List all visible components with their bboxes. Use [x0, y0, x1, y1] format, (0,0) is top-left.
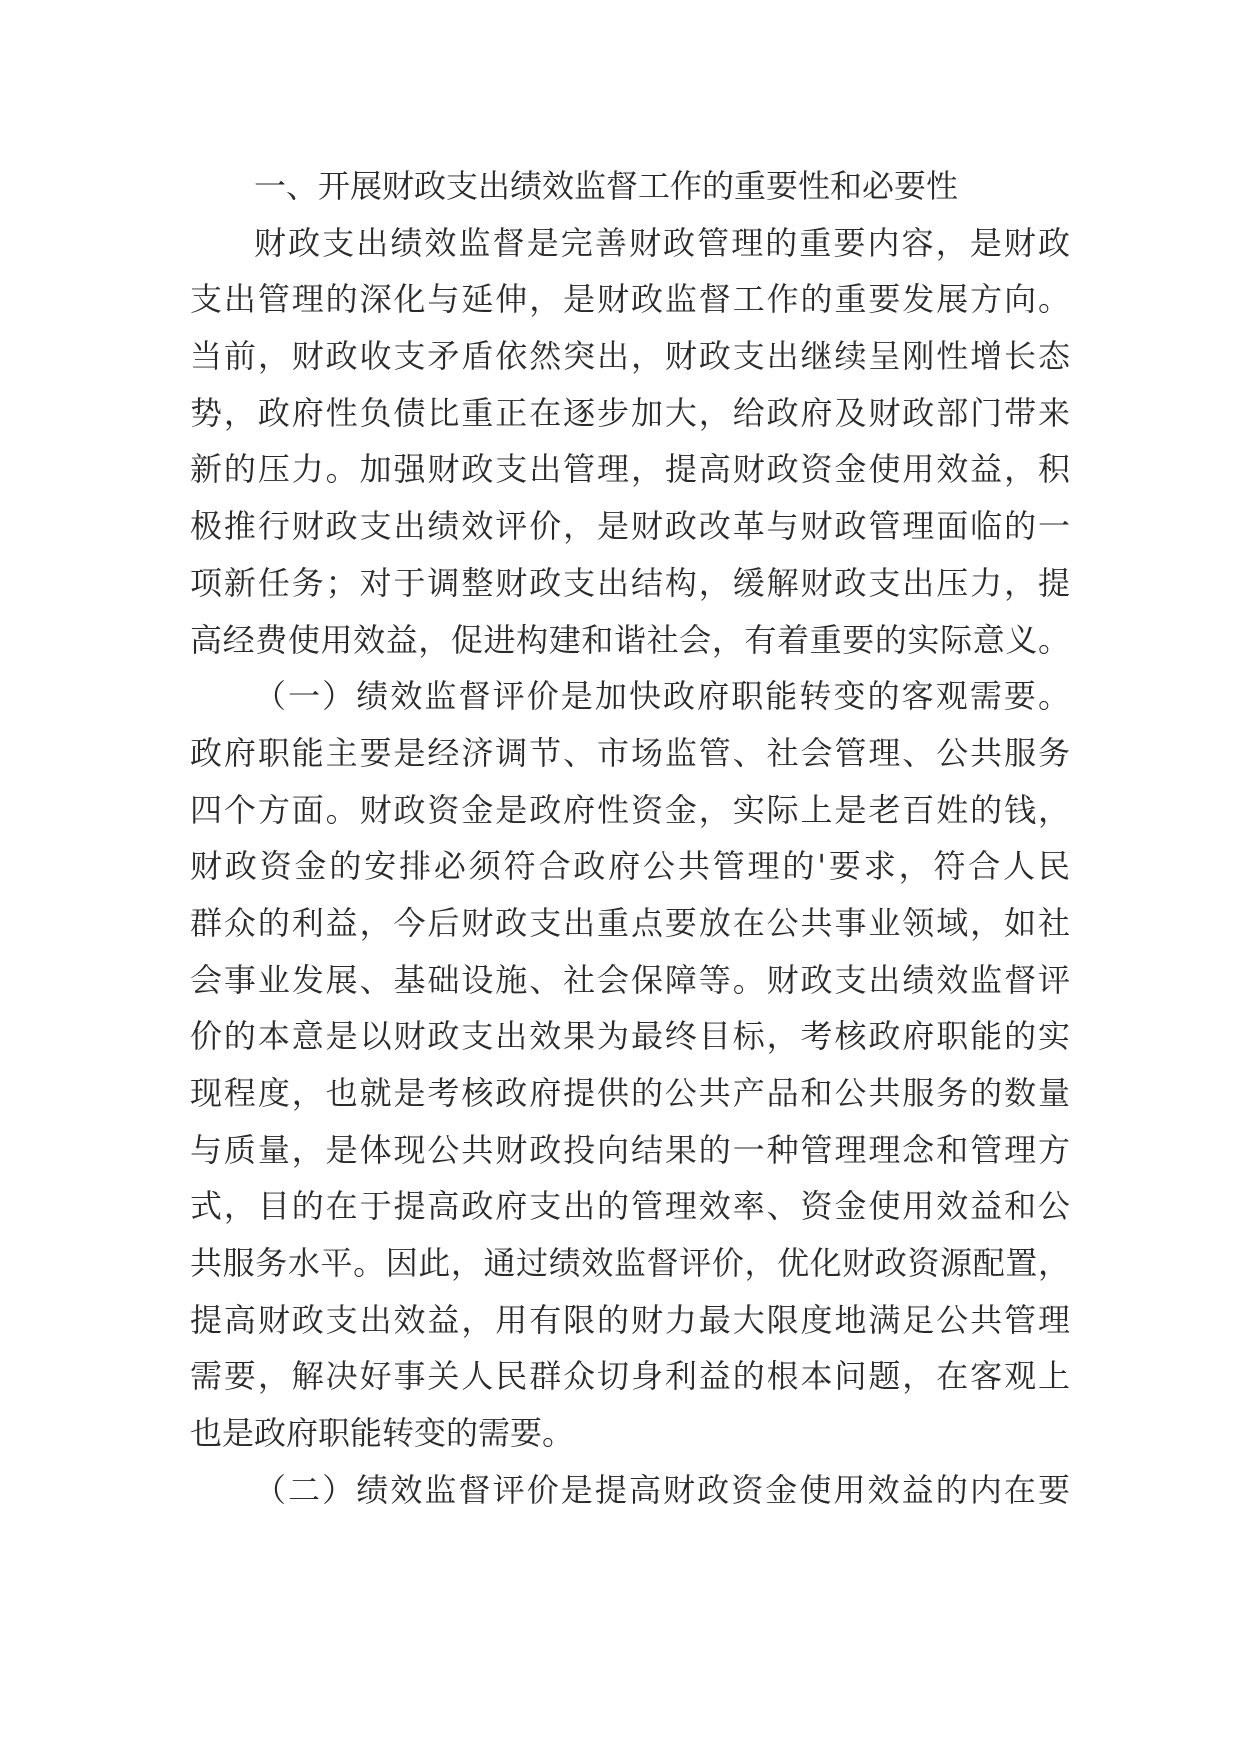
paragraph-line: 财政支出绩效监督是完善财政管理的重要内容，是财政: [254, 223, 1070, 262]
section-heading: 一、开展财政支出绩效监督工作的重要性和必要性: [254, 167, 959, 205]
paragraph-line: 当前，财政收支矛盾依然突出，财政支出继续呈刚性增长态: [190, 337, 1070, 376]
paragraph-line: 共服务水平。因此，通过绩效监督评价，优化财政资源配置，: [190, 1244, 1070, 1283]
subsection-heading-line: （二）绩效监督评价是提高财政资金使用效益的内在要: [254, 1470, 1070, 1509]
paragraph-line: 支出管理的深化与延伸，是财政监督工作的重要发展方向。: [190, 280, 1070, 319]
paragraph-line: 项新任务；对于调整财政支出结构，缓解财政支出压力，提: [190, 563, 1070, 602]
paragraph-line: 与质量，是体现公共财政投向结果的一种管理理念和管理方: [190, 1130, 1070, 1169]
paragraph-line: 式，目的在于提高政府支出的管理效率、资金使用效益和公: [190, 1187, 1070, 1226]
paragraph-line: 会事业发展、基础设施、社会保障等。财政支出绩效监督评: [190, 960, 1070, 999]
paragraph-line: 政府职能主要是经济调节、市场监管、社会管理、公共服务: [190, 733, 1070, 772]
paragraph-line: 群众的利益，今后财政支出重点要放在公共事业领域，如社: [190, 903, 1070, 942]
document-body: [190, 158, 1070, 1519]
paragraph-line: 财政资金的安排必须符合政府公共管理的'要求，符合人民: [190, 847, 1070, 886]
paragraph-line: 需要，解决好事关人民群众切身利益的根本问题，在客观上: [190, 1357, 1070, 1396]
paragraph-line: 也是政府职能转变的需要。: [190, 1414, 575, 1453]
paragraph-line: 极推行财政支出绩效评价，是财政改革与财政管理面临的一: [190, 507, 1070, 546]
paragraph-line: 现程度，也就是考核政府提供的公共产品和公共服务的数量: [190, 1074, 1070, 1112]
paragraph-line: 价的本意是以财政支出效果为最终目标，考核政府职能的实: [190, 1017, 1070, 1056]
paragraph-line: 四个方面。财政资金是政府性资金，实际上是老百姓的钱，: [190, 790, 1070, 829]
paragraph-line: 新的压力。加强财政支出管理，提高财政资金使用效益，积: [190, 450, 1070, 489]
paragraph-line: 高经费使用效益，促进构建和谐社会，有着重要的实际意义。: [190, 620, 1070, 659]
subsection-heading-line: （一）绩效监督评价是加快政府职能转变的客观需要。: [254, 677, 1070, 716]
paragraph-line: 势，政府性负债比重正在逐步加大，给政府及财政部门带来: [190, 393, 1070, 432]
paragraph-line: 提高财政支出效益，用有限的财力最大限度地满足公共管理: [190, 1300, 1070, 1339]
